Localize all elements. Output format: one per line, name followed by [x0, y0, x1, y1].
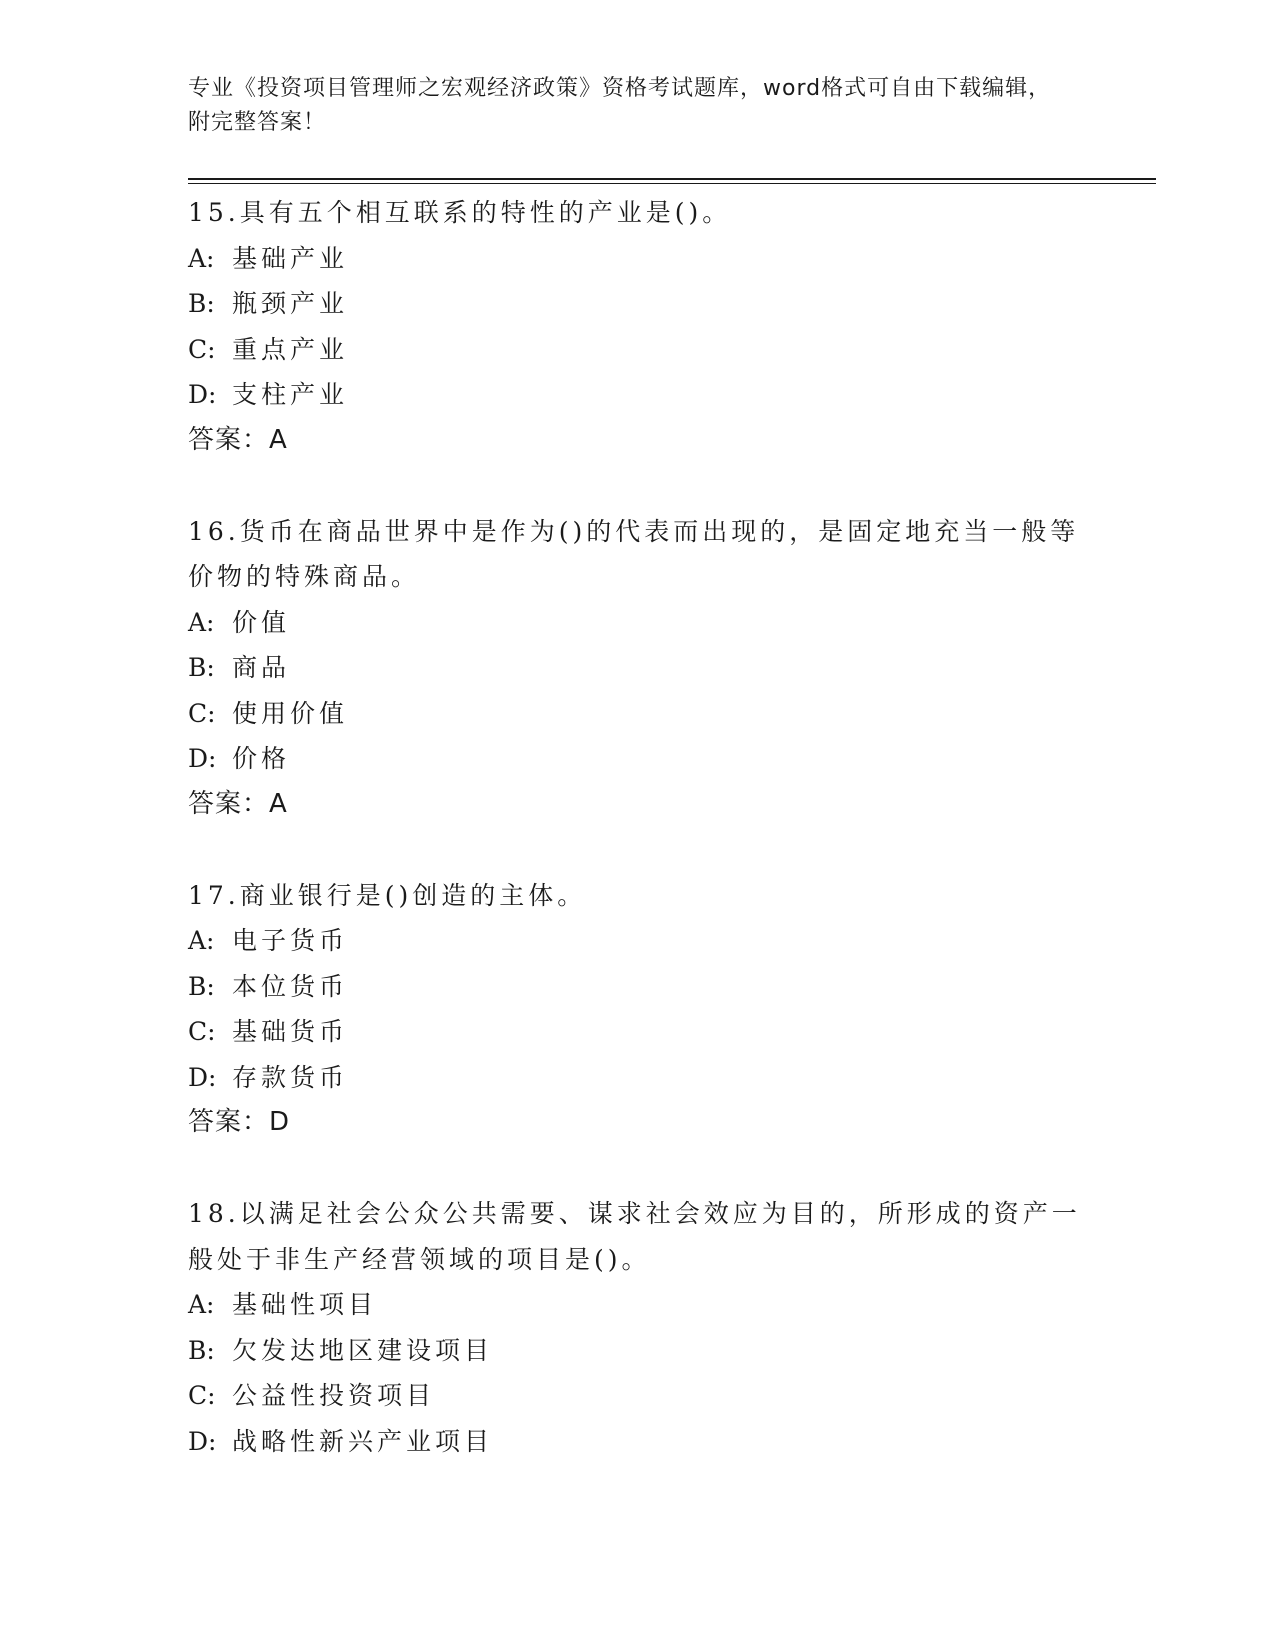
question-list — [188, 190, 1088, 1464]
document-header — [188, 72, 1068, 140]
option-text: 欠发达地区建设项目 — [232, 1335, 494, 1365]
option-b — [188, 645, 1088, 691]
option-c — [188, 1373, 1088, 1419]
option-a — [188, 918, 1088, 964]
question-stem: 18.以满足社会公众公共需要、谋求社会效应为目的，所形成的资产一般处于非生产经营领域的项目是()。 — [188, 1199, 1081, 1274]
option-c — [188, 1009, 1088, 1055]
option-letter: C: — [188, 334, 216, 364]
option-a — [188, 600, 1088, 646]
option-d — [188, 1055, 1088, 1101]
question-stem: 15.具有五个相互联系的特性的产业是()。 — [188, 198, 732, 227]
option-a — [188, 236, 1088, 282]
header-divider-thin — [188, 183, 1156, 184]
option-letter: C: — [188, 698, 216, 728]
option-b — [188, 964, 1088, 1010]
option-letter: A: — [188, 1290, 215, 1319]
header-text: 专业《投资项目管理师之宏观经济政策》资格考试题库，word格式可自由下载编辑，附完整答案！ — [188, 76, 1052, 135]
option-text: 公益性投资项目 — [232, 1381, 436, 1410]
option-letter: A: — [188, 607, 215, 637]
answer-line: 答案：D — [188, 1107, 291, 1137]
option-text: 重点产业 — [232, 334, 349, 364]
option-d — [188, 736, 1088, 782]
question-stem: 17.商业银行是()创造的主体。 — [188, 880, 587, 910]
option-text: 基础性项目 — [232, 1290, 378, 1319]
option-letter: D: — [188, 744, 217, 773]
question-18 — [188, 1191, 1088, 1464]
option-text: 基础产业 — [232, 243, 349, 273]
option-letter: B: — [188, 289, 215, 318]
question-16 — [188, 509, 1088, 828]
option-b — [188, 281, 1088, 327]
option-text: 价值 — [232, 607, 291, 637]
option-letter: B: — [188, 971, 215, 1001]
option-text: 价格 — [232, 744, 291, 773]
option-b — [188, 1328, 1088, 1374]
option-letter: D: — [188, 380, 217, 409]
option-letter: C: — [188, 1017, 216, 1046]
option-c — [188, 327, 1088, 373]
option-text: 本位货币 — [232, 971, 349, 1001]
option-letter: C: — [188, 1381, 216, 1410]
question-17 — [188, 873, 1088, 1146]
option-letter: B: — [188, 1335, 215, 1365]
option-d — [188, 1419, 1088, 1465]
option-a — [188, 1282, 1088, 1328]
option-letter: B: — [188, 653, 215, 682]
option-text: 电子货币 — [232, 926, 349, 955]
option-text: 存款货币 — [232, 1062, 349, 1092]
question-15 — [188, 190, 1088, 463]
option-text: 瓶颈产业 — [232, 289, 349, 318]
option-letter: D: — [188, 1426, 217, 1456]
option-text: 基础货币 — [232, 1017, 349, 1046]
option-c — [188, 691, 1088, 737]
option-letter: A: — [188, 243, 215, 273]
option-text: 使用价值 — [232, 698, 349, 728]
answer-line: 答案：A — [188, 424, 288, 455]
option-d — [188, 372, 1088, 418]
option-text: 支柱产业 — [232, 380, 349, 409]
header-divider-thick — [188, 178, 1156, 180]
answer-line: 答案：A — [188, 788, 288, 819]
option-text: 战略性新兴产业项目 — [232, 1426, 494, 1456]
option-letter: D: — [188, 1062, 217, 1092]
question-stem: 16.货币在商品世界中是作为()的代表而出现的，是固定地充当一般等价物的特殊商品。 — [188, 516, 1080, 591]
option-text: 商品 — [232, 653, 291, 682]
option-letter: A: — [188, 926, 215, 955]
